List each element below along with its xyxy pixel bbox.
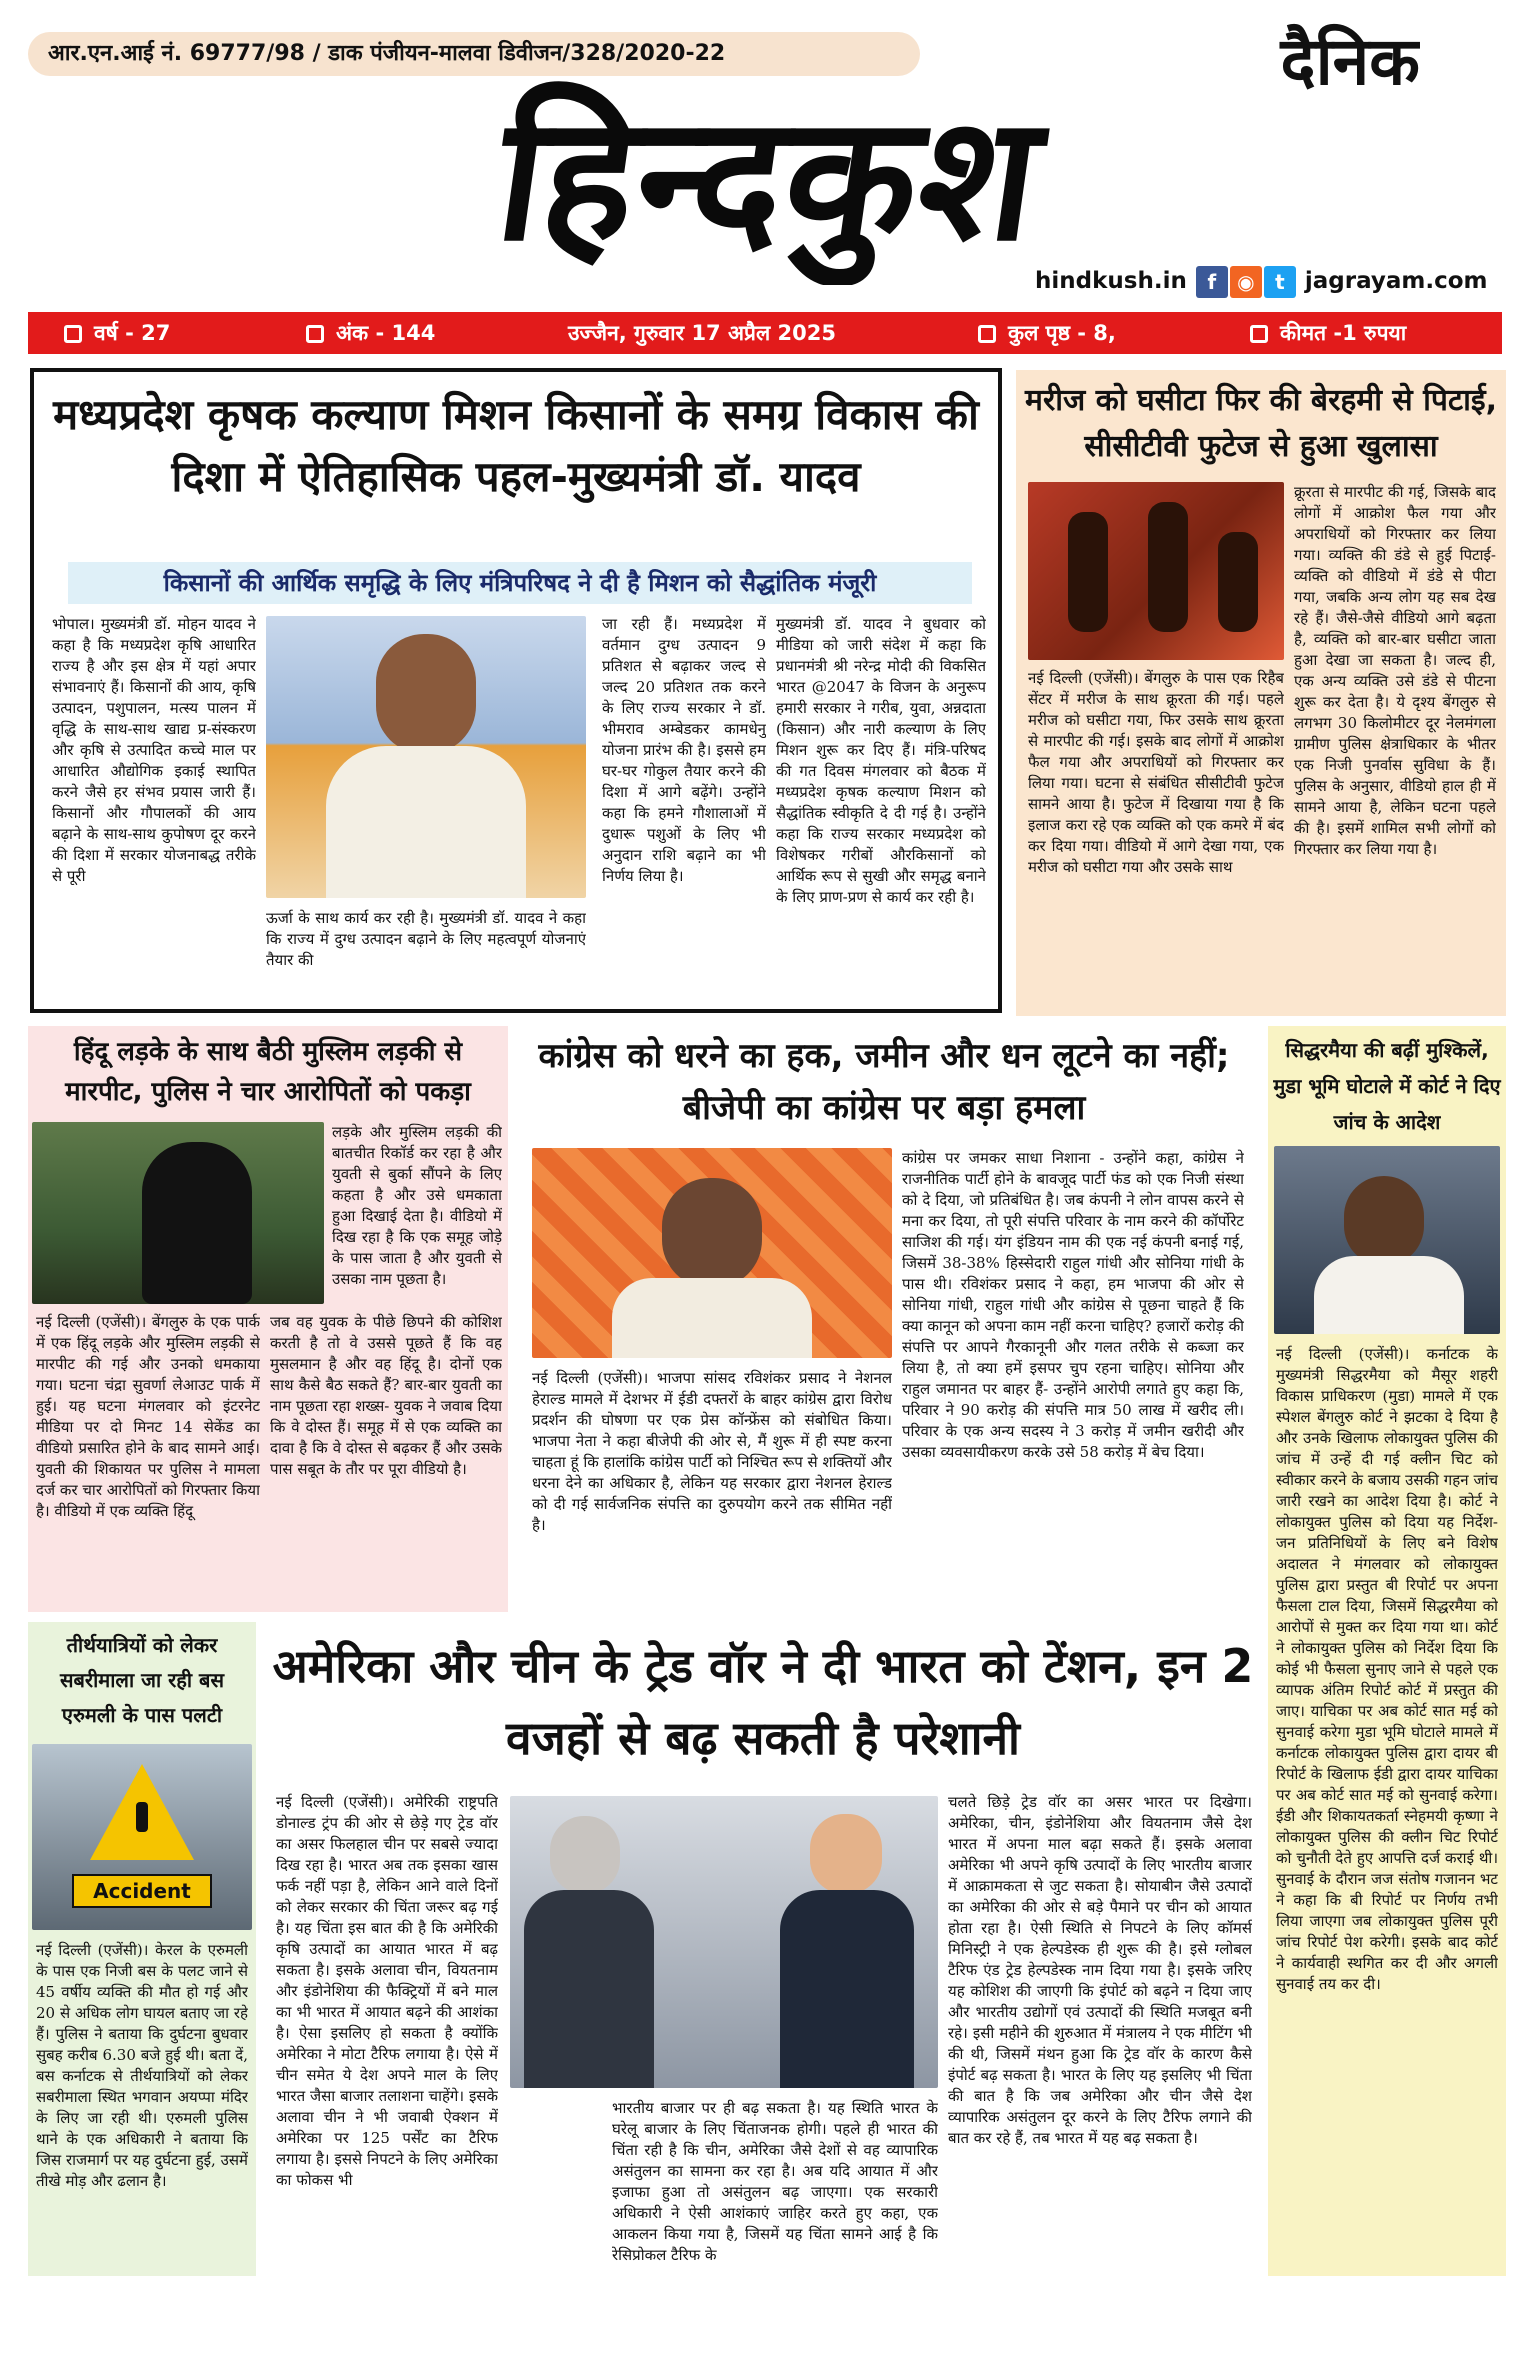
- congress-story: [518, 1026, 1250, 1612]
- sabarimala-story: [28, 1622, 256, 2276]
- registration-banner: आर.एन.आई नं. 69777/98 / डाक पंजीयन-मालवा डिवीजन/328/2020-22: [28, 32, 920, 76]
- facebook-icon[interactable]: f: [1196, 266, 1228, 298]
- figure-shape: [1148, 502, 1188, 632]
- trade-col-1: नई दिल्ली (एजेंसी)। अमेरिकी राष्ट्रपति डोनाल्ड ट्रंप की ओर से छेड़े गए ट्रेड वॉर का असर फिलहाल चीन पर सबसे ज्यादा दिख रहा है। भारत अब तक इसका खास फर्क नहीं पड़ा है, लेकिन आने वाले दिनों को लेकर सरकार की चिंता जरूर बढ़ गई है। यह चिंता इस बात की है कि अमेरिकी कृषि उत्पादों का आयात भारत में बढ़ सकता है। इसके अलावा चीन, वियतनाम और इंडोनेशिया की फैक्ट्रियों में बने माल का भी भारत में आयात बढ़ने की आशंका है। ऐसा इसलिए हो सकता है क्योंकि अमेरिका ने मोटा टैरिफ लगाया है। ऐसे में चीन समेत ये देश अपने माल के लिए भारत जैसा बाजार तलाशना चाहेंगे। इसके अलावा चीन ने भी जवाबी ऐक्शन में अमेरिका पर 125 पर्सेंट का टैरिफ लगाया है। इससे निपटने के लिए अमेरिका का फोकस भी: [276, 1793, 498, 2189]
- hindu-col-right: लड़के और मुस्लिम लड़की की बातचीत रिकॉर्ड कर रहा है और युवती से बुर्का सौंपने के लिए कहता है और उसे धमकाता हुआ दिखाई देता है। वीडियो में दिख रहा है कि एक समूह जोड़े के पास जाता है और युवती से उसका नाम पूछता है।: [332, 1123, 502, 1288]
- masthead-title: हिन्दकुश: [486, 76, 1054, 279]
- sabarimala-body: नई दिल्ली (एजेंसी)। केरल के एरुमली के पास एक निजी बस के पलट जाने से 45 वर्षीय व्यक्ति की मौत हो गई और 20 से अधिक लोग घायल बताए जा रहे हैं। पुलिस ने बताया कि दुर्घटना बुधवार सुबह करीब 6.30 बजे हुई थी। बता दें, बस कर्नाटक से तीर्थयात्रियों को लेकर सबरीमाला स्थित भगवान अयप्पा मंदिर के लिए जा रही थी। एरुमली पुलिस थाने के एक अधिकारी ने बताया कि जिस राजमार्ग पर यह दुर्घटना हुई, उसमें तीखे मोड़ और ढलान है।: [36, 1941, 248, 2190]
- hindu-col-left: नई दिल्ली (एजेंसी)। बेंगलुरु के एक पार्क में एक हिंदू लड़के और मुस्लिम लड़की से मारपीट की गई और उनको धमकाया गया। घटना चंद्रा सुवर्णा लेआउट पार्क में हुई। यह घटना मंगलवार को इंटरनेट मीडिया पर दो मिनट 14 सेकेंड का वीडियो प्रसारित होने के बाद सामने आई। युवती की शिकायत पर पुलिस ने मामला दर्ज कर चार आरोपितों को गिरफ्तार किया है। वीडियो में एक व्यक्ति हिंदू: [36, 1313, 260, 1520]
- trade-headline: अमेरिका और चीन के ट्रेड वॉर ने दी भारत को टेंशन, इन 2 वजहों से बढ़ सकती है परेशानी: [272, 1639, 1254, 1765]
- checkbox-icon: [978, 325, 996, 343]
- checkbox-icon: [64, 325, 82, 343]
- person-head-shape: [376, 634, 476, 754]
- person-body-shape: [780, 1890, 914, 2088]
- accident-image: [32, 1744, 252, 1930]
- website-row: [1035, 262, 1495, 300]
- person-head-shape: [550, 1816, 620, 1894]
- siddaramaiah-photo: [1274, 1146, 1500, 1334]
- issue-strip: [28, 312, 1502, 354]
- strip-price: [1250, 312, 1406, 354]
- hindu-muslim-story: [28, 1026, 508, 1612]
- checkbox-icon: [1250, 325, 1268, 343]
- person-body-shape: [326, 746, 526, 898]
- sabarimala-headline: तीर्थयात्रियों को लेकर सबरीमाला जा रही बस एरुमली के पास पलटी: [59, 1633, 224, 1727]
- person-body-shape: [612, 1278, 812, 1358]
- strip-ank: [306, 312, 435, 354]
- lead-col-2: ऊर्जा के साथ कार्य कर रही है। मुख्यमंत्री डॉ. यादव ने कहा कि राज्य में दुग्ध उत्पादन बढ़ाने के लिए महत्वपूर्ण योजनाएं तैयार की: [266, 909, 586, 969]
- ank-text: अंक - 144: [336, 321, 436, 345]
- congress-col-right: कांग्रेस पर जमकर साधा निशाना - उन्होंने कहा, कांग्रेस ने राजनीतिक पार्टी होने के बावजूद पार्टी फंड को एक निजी संस्था को दे दिया, जो प्रतिबंधित है। जब कंपनी ने लोन वापस करने से मना कर दिया, तो पूरी संपत्ति परिवार के नाम करने की कॉर्पोरेट साजिश की गई। यंग इंडियन नाम की एक नई कंपनी बनाई गई, जिसमें 38-38% हिस्सेदारी राहुल गांधी और सोनिया गांधी के पास थी। रविशंकर प्रसाद ने कहा, हम भाजपा की ओर से सोनिया गांधी, राहुल गांधी और कांग्रेस से पूछना चाहते हैं कि क्या कानून को अपना काम नहीं करना चाहिए? हजारों करोड़ की संपत्ति पर आपने गैरकानूनी और गलत तरीके से कब्जा कर लिया है, तो क्या हमें इसपर चुप रहना चाहिए। सोनिया और राहुल जमानत पर बाहर हैं- उन्होंने आरोपी लगाते हुए कहा कि, परिवार ने 90 करोड़ की संपत्ति मात्र 50 लाख में खरीद ली। परिवार के एक अन्य सदस्य ने 3 करोड़ में जमीन खरीदी और उसका व्यवसायीकरण करके उसे 58 करोड़ में बेच दिया।: [902, 1149, 1244, 1461]
- twitter-icon[interactable]: t: [1264, 266, 1296, 298]
- accident-label: Accident: [72, 1874, 212, 1908]
- patient-col-left: नई दिल्ली (एजेंसी)। बेंगलुरु के पास एक रिहैब सेंटर में मरीज के साथ क्रूरता की गई। पहले मरीज को घसीटा गया, फिर उसके साथ क्रूरता से मारपीट की गई। इसके बाद लोगों में आक्रोश फैल गया और अपराधियों को गिरफ्तार कर लिया गया। घटना से संबंधित सीसीटीवी फुटेज सामने आया है। फुटेज में दिखाया गया है कि इलाज करा रहे एक व्यक्ति को एक कमरे में बंद कर दिया गया। वीडियो में आगे देखा गया, एक मरीज को घसीटा गया और उसके साथ: [1028, 669, 1284, 876]
- siddaramaiah-headline: सिद्धरमैया की बढ़ीं मुश्किलें, मुडा भूमि घोटाले में कोर्ट ने दिए जांच के आदेश: [1273, 1038, 1501, 1134]
- trade-col-3: चलते छिड़े ट्रेड वॉर का असर भारत पर दिखेगा। अमेरिका, चीन, इंडोनेशिया और वियतनाम जैसे देश भारत में अपना माल बढ़ा सकते हैं। इसके अलावा अमेरिका भी अपने कृषि उत्पादों के लिए भारतीय बाजार में आक्रामकता से जुट सकता है। सोयाबीन जैसे उत्पादों का अमेरिका की ओर से बड़े पैमाने पर चीन को आयात होता रहा है। ऐसी स्थिति से निपटने के लिए कॉमर्स मिनिस्ट्री ने एक हेल्पडेस्क ही शुरू की है। इसे ग्लोबल टैरिफ एंड ट्रेड हेल्पडेस्क नाम दिया गया है। इसके जरिए यह कोशिश की जाएगी कि इंपोर्ट को बढ़ने न दिया जाए और भारतीय उद्योगों एवं उत्पादों की स्थिति मजबूत बनी रहे। इसी महीने की शुरुआत में मंत्रालय ने एक मीटिंग भी की थी, जिसमें मंथन हुआ कि ट्रेड वॉर के कारण कैसे इंपोर्ट बढ़ सकता है। भारत के लिए यह इसलिए भी चिंता की बात है कि जब अमेरिका और चीन जैसे देश व्यापारिक असंतुलन दूर करने के लिए टैरिफ लगाने की बात कर रहे हैं, तब भारत में यह बढ़ सकता है।: [948, 1793, 1252, 2147]
- congress-headline: कांग्रेस को धरने का हक, जमीन और धन लूटने का नहीं; बीजेपी का कांग्रेस पर बड़ा हमला: [538, 1036, 1230, 1128]
- varsh-text: वर्ष - 27: [94, 321, 171, 345]
- congress-col-left: नई दिल्ली (एजेंसी)। भाजपा सांसद रविशंकर प्रसाद ने नेशनल हेराल्ड मामले में देशभर में ईडी दफ्तरों के बाहर कांग्रेस द्वारा विरोध प्रदर्शन की घोषणा पर एक प्रेस कॉन्फ्रेंस को संबोधित किया। भाजपा नेता ने कहा बीजेपी की ओर से, मैं शुरू में ही स्पष्ट करना चाहता हूं कि हालांकि कांग्रेस पार्टी को निश्चित रूप से शक्तियों और धरना देने का अधिकार है, लेकिन यह सरकार द्वारा नेशनल हेराल्ड को दी गई सार्वजनिक संपत्ति का दुरुपयोग करने तक सीमित नहीं है।: [532, 1369, 892, 1534]
- website-link-hindkush[interactable]: hindkush.in: [1035, 268, 1187, 294]
- congress-photo: [532, 1148, 892, 1358]
- price-text: कीमत -1 रुपया: [1280, 321, 1407, 345]
- person-head-shape: [810, 1814, 882, 1894]
- lead-col-4: मुख्यमंत्री डॉ. यादव ने बुधवार को मीडिया को जारी संदेश में कहा कि प्रधानमंत्री श्री नरेन्द्र मोदी की विकसित भारत @2047 के विजन के अनुरूप हमारी सरकार ने गरीब, युवा, अन्नदाता (किसान) और नारी कल्याण के लिए मिशन शुरू कर दिए हैं। मंत्रि-परिषद की गत दिवस मंगलवार को बैठक में मध्यप्रदेश कृषक कल्याण मिशन को सैद्धांतिक स्वीकृति दे दी गई है। उन्होंने कहा कि राज्य सरकार मध्यप्रदेश को विशेषकर गरीबों औरकिसानों को आर्थिक रूप से सुखी और समृद्ध बनाने के लिए प्राण-प्रण से कार्य कर रही है।: [776, 615, 986, 906]
- trade-photo-leaders: [510, 1796, 938, 2088]
- hindu-photo: [32, 1122, 324, 1304]
- patient-story: [1016, 370, 1506, 1016]
- patient-col-right: क्रूरता से मारपीट की गई, जिसके बाद लोगों में आक्रोश फैल गया और अपराधियों को गिरफ्तार कर लिया गया। व्यक्ति की डंडे से हुई पिटाई- व्यक्ति को वीडियो में डंडे से पीटा गया, जबकि अन्य लोग यह सब देख रहे हैं। जैसे-जैसे वीडियो आगे बढ़ता है, व्यक्ति को बार-बार घसीटा जाता हुआ देखा जा सकता है। जल्द ही, एक अन्य व्यक्ति उसे डंडे से पीटना शुरू कर देता है। ये दृश्य बेंगलुरु से लगभग 30 किलोमीटर दूर नेलमंगला ग्रामीण पुलिस क्षेत्राधिकार के भीतर एक निजी पुनर्वास सुविधा के हैं। पुलिस के अनुसार, वीडियो हाल ही में सामने आया है, लेकिन घटना पहले की है। इसमें शामिल सभी लोगों को गिरफ्तार कर लिया गया है।: [1294, 483, 1496, 858]
- lead-subhead: किसानों की आर्थिक समृद्धि के लिए मंत्रिपरिषद ने दी है मिशन को सैद्धांतिक मंजूरी: [68, 562, 972, 604]
- person-head-shape: [662, 1178, 762, 1288]
- website-link-jagrayam[interactable]: jagrayam.com: [1304, 268, 1488, 294]
- pages-text: कुल पृष्ठ - 8,: [1008, 321, 1116, 345]
- rss-icon[interactable]: ◉: [1230, 266, 1262, 298]
- trade-war-story: [268, 1624, 1258, 2276]
- strip-pages: [978, 312, 1116, 354]
- person-body-shape: [1314, 1256, 1464, 1334]
- checkbox-icon: [306, 325, 324, 343]
- lead-col-1: भोपाल। मुख्यमंत्री डॉ. मोहन यादव ने कहा है कि मध्यप्रदेश कृषि आधारित राज्य है और इस क्षेत्र में यहां अपार संभावनाएं हैं। किसानों की आय, कृषि उत्पादन, पशुपालन, मत्स्य पालन में वृद्धि के साथ-साथ खाद्य प्र-संस्करण और कृषि से उत्पादित कच्चे माल पर आधारित औद्योगिक इकाई स्थापित करने जैसे हर संभव प्रयास जारी हैं। किसानों और गौपालकों की आय बढ़ाने के साथ-साथ कुपोषण दूर करने की दिशा में सरकार योजनाबद्ध तरीके से पूरी: [52, 615, 256, 885]
- hindu-headline: हिंदू लड़के के साथ बैठी मुस्लिम लड़की से मारपीट, पुलिस ने चार आरोपितों को पकड़ा: [65, 1037, 471, 1107]
- burqa-figure-shape: [142, 1142, 252, 1304]
- siddaramaiah-story: [1268, 1026, 1506, 2276]
- strip-date: उज्जैन, गुरुवार 17 अप्रैल 2025: [568, 321, 836, 345]
- exclamation-mark: [136, 1802, 148, 1832]
- person-body-shape: [524, 1890, 654, 2088]
- patient-illustration: [1028, 482, 1284, 660]
- masthead-dainik: दैनिक: [1280, 23, 1420, 100]
- lead-story-box: [30, 368, 1002, 1013]
- person-head-shape: [1344, 1176, 1424, 1266]
- strip-varsh: [64, 312, 170, 354]
- lead-col-3: जा रही हैं। मध्यप्रदेश में वर्तमान दुग्ध उत्पादन 9 प्रतिशत से बढ़ाकर जल्द से जल्द 20 प्रतिशत तक करने के लिए राज्य सरकार ने डॉ. भीमराव अम्बेडकर कामधेनु योजना प्रारंभ की है। इससे हम घर-घर गोकुल तैयार करने की दिशा में आगे बढ़ेंगे। उन्होंने कहा कि हमने गौशालाओं में दुधारू पशुओं के लिए भी अनुदान राशि बढ़ाने का भी निर्णय लिया है।: [602, 615, 766, 885]
- patient-headline: मरीज को घसीटा फिर की बेरहमी से पिटाई, सीसीटीवी फुटेज से हुआ खुलासा: [1025, 383, 1497, 464]
- siddaramaiah-body: नई दिल्ली (एजेंसी)। कर्नाटक के मुख्यमंत्री सिद्धरमैया को मैसूर शहरी विकास प्राधिकरण (मुडा) मामले में एक स्पेशल बेंगलुरु कोर्ट ने झटका दे दिया है और उनके खिलाफ लोकायुक्त पुलिस की जांच में उन्हें दी गई क्लीन चिट को स्वीकार करने के बजाय उसकी गहन जांच जारी रखने का आदेश दिया है। कोर्ट ने लोकायुक्त पुलिस को दिया यह निर्देश- जन प्रतिनिधियों के लिए बने विशेष अदालत ने मंगलवार को लोकायुक्त पुलिस द्वारा प्रस्तुत बी रिपोर्ट पर अपना फैसला टाल दिया, जिसमें सिद्धरमैया को आरोपों से मुक्त कर दिया गया था। कोर्ट ने लोकायुक्त पुलिस को निर्देश दिया कि कोई भी फैसला सुनाए जाने से पहले एक व्यापक अंतिम रिपोर्ट कोर्ट में प्रस्तुत की जाए। याचिका पर अब कोर्ट सात मई को सुनवाई करेगा मुडा भूमि घोटाले मामले में कर्नाटक लोकायुक्त पुलिस द्वारा दायर बी रिपोर्ट के खिलाफ ईडी द्वारा दायर याचिका पर अब कोर्ट सात मई को सुनवाई करेगा। ईडी और शिकायतकर्ता स्नेहमयी कृष्णा ने लोकायुक्त पुलिस की क्लीन चिट रिपोर्ट को चुनौती देते हुए आपत्ति दर्ज कराई थी। सुनवाई के दौरान जज संतोष गजानन भट ने कहा कि बी रिपोर्ट पर निर्णय तभी लिया जाएगा जब लोकायुक्त पुलिस पूरी जांच रिपोर्ट पेश करेगी। इसके बाद कोर्ट ने कार्यवाही स्थगित कर दी और अगली सुनवाई तय कर दी।: [1276, 1345, 1498, 1993]
- hindu-col-right-2: जब वह युवक के पीछे छिपने की कोशिश करती है तो वे उससे पूछते हैं कि वह मुसलमान है और वह हिंदू है। दोनों एक साथ कैसे बैठ सकते हैं? बार-बार युवती का नाम पूछता रहा शख्स- युवक ने जवाब दिया कि वे दोस्त हैं। समूह में से एक व्यक्ति का दावा है कि वे दोस्त से बढ़कर हैं और उसके पास सबूत के तौर पर पूरा वीडियो है।: [270, 1313, 502, 1478]
- trade-col-2: भारतीय बाजार पर ही बढ़ सकता है। यह स्थिति भारत के घरेलू बाजार के लिए चिंताजनक होगी। पहले ही भारत की चिंता रही है कि चीन, अमेरिका जैसे देशों से वह व्यापारिक असंतुलन का सामना कर रहा है। अब यदि आयात में और इजाफा हुआ तो असंतुलन बढ़ जाएगा। एक सरकारी अधिकारी ने ऐसी आशंकाएं जाहिर करते हुए कहा, एक आकलन किया गया है, जिसमें यह चिंता सामने आई है कि रेसिप्रोकल टैरिफ के: [612, 2099, 938, 2264]
- lead-headline: मध्यप्रदेश कृषक कल्याण मिशन किसानों के समग्र विकास की दिशा में ऐतिहासिक पहल-मुख्यमंत्री डॉ. यादव: [53, 390, 979, 501]
- figure-shape: [1068, 512, 1108, 632]
- lead-photo-chief-minister: [266, 616, 586, 898]
- figure-shape: [1218, 532, 1258, 632]
